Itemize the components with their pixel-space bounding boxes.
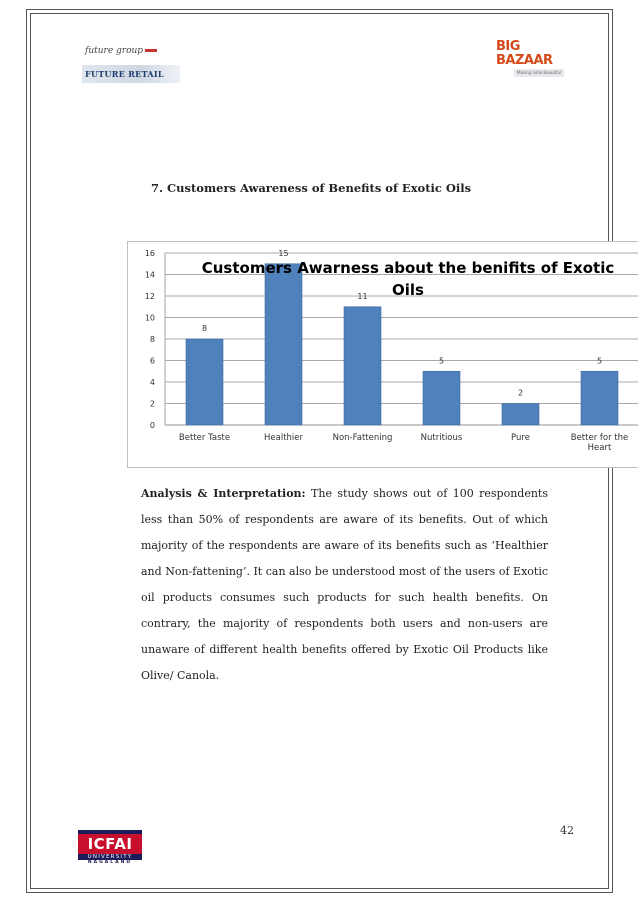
chart-title: Customers Awarness about the benifits of Exotic (201, 259, 615, 277)
future-group-logo (85, 41, 175, 61)
bar (265, 264, 302, 425)
big-bazaar-logo (496, 39, 568, 75)
y-tick-label: 6 (149, 356, 155, 366)
y-tick-label: 14 (144, 270, 155, 280)
y-tick-label: 2 (149, 399, 155, 409)
x-tick-label: Better for the (570, 433, 629, 443)
logo-accent-bar (145, 49, 157, 52)
x-tick-label: Heart (587, 443, 612, 453)
page-number: 42 (560, 824, 574, 837)
data-label: 11 (357, 291, 368, 301)
future-group-logo-text: future group (85, 46, 144, 56)
bar (344, 307, 381, 425)
awareness-chart-svg (128, 242, 638, 469)
y-tick-label: 12 (144, 292, 155, 301)
big-bazaar-tagline: Making India Beautiful (514, 69, 564, 77)
big-bazaar-logo-text: BIG BAZAAR (496, 39, 553, 68)
y-tick-label: 0 (149, 421, 155, 430)
analysis-paragraph (141, 481, 548, 689)
analysis-lead: Analysis & Interpretation: (141, 487, 306, 500)
icfai-logo-sub: UNIVERSITY (78, 854, 142, 860)
icfai-logo-location: NAGALAND (87, 860, 133, 865)
data-label: 5 (596, 356, 603, 366)
x-tick-label: Pure (511, 433, 530, 443)
data-label: 8 (201, 324, 208, 333)
chart-title: Oils (392, 281, 424, 299)
data-label: 5 (438, 356, 445, 366)
y-tick-label: 4 (149, 378, 155, 387)
data-label: 2 (517, 388, 524, 398)
y-tick-label: 10 (144, 313, 155, 323)
future-retail-logo-text: FUTURE RETAIL (85, 69, 164, 79)
x-tick-label: Nutritious (420, 433, 463, 443)
x-tick-label: Non-Fattening (332, 433, 393, 443)
bar (186, 339, 223, 425)
x-tick-label: Better Taste (178, 433, 231, 443)
icfai-logo (78, 830, 142, 864)
analysis-body: The study shows out of 100 respondents less than 50% of respondents are aware of its benefits. Out of which majority of the respondents are aware of its benefits such as ‘Healthier and Non-fattening’. It can also be understood most of the users of Exotic oil products consumes such products for such health benefits. On contrary, the majority of respondents both users and non-users are unaware of different health benefits offered by Exotic Oil Products like Olive/ Canola. (141, 487, 548, 682)
future-retail-logo (82, 65, 180, 83)
icfai-logo-text: ICFAI (78, 830, 142, 854)
bar (502, 404, 539, 426)
section-heading: 7. Customers Awareness of Benefits of Exotic Oils (151, 181, 472, 195)
data-label: 15 (278, 248, 289, 258)
awareness-chart (127, 241, 638, 468)
y-tick-label: 8 (149, 335, 155, 344)
bar (423, 371, 460, 425)
x-tick-label: Healthier (264, 433, 303, 443)
bar (581, 371, 618, 425)
y-tick-label: 16 (144, 249, 155, 258)
